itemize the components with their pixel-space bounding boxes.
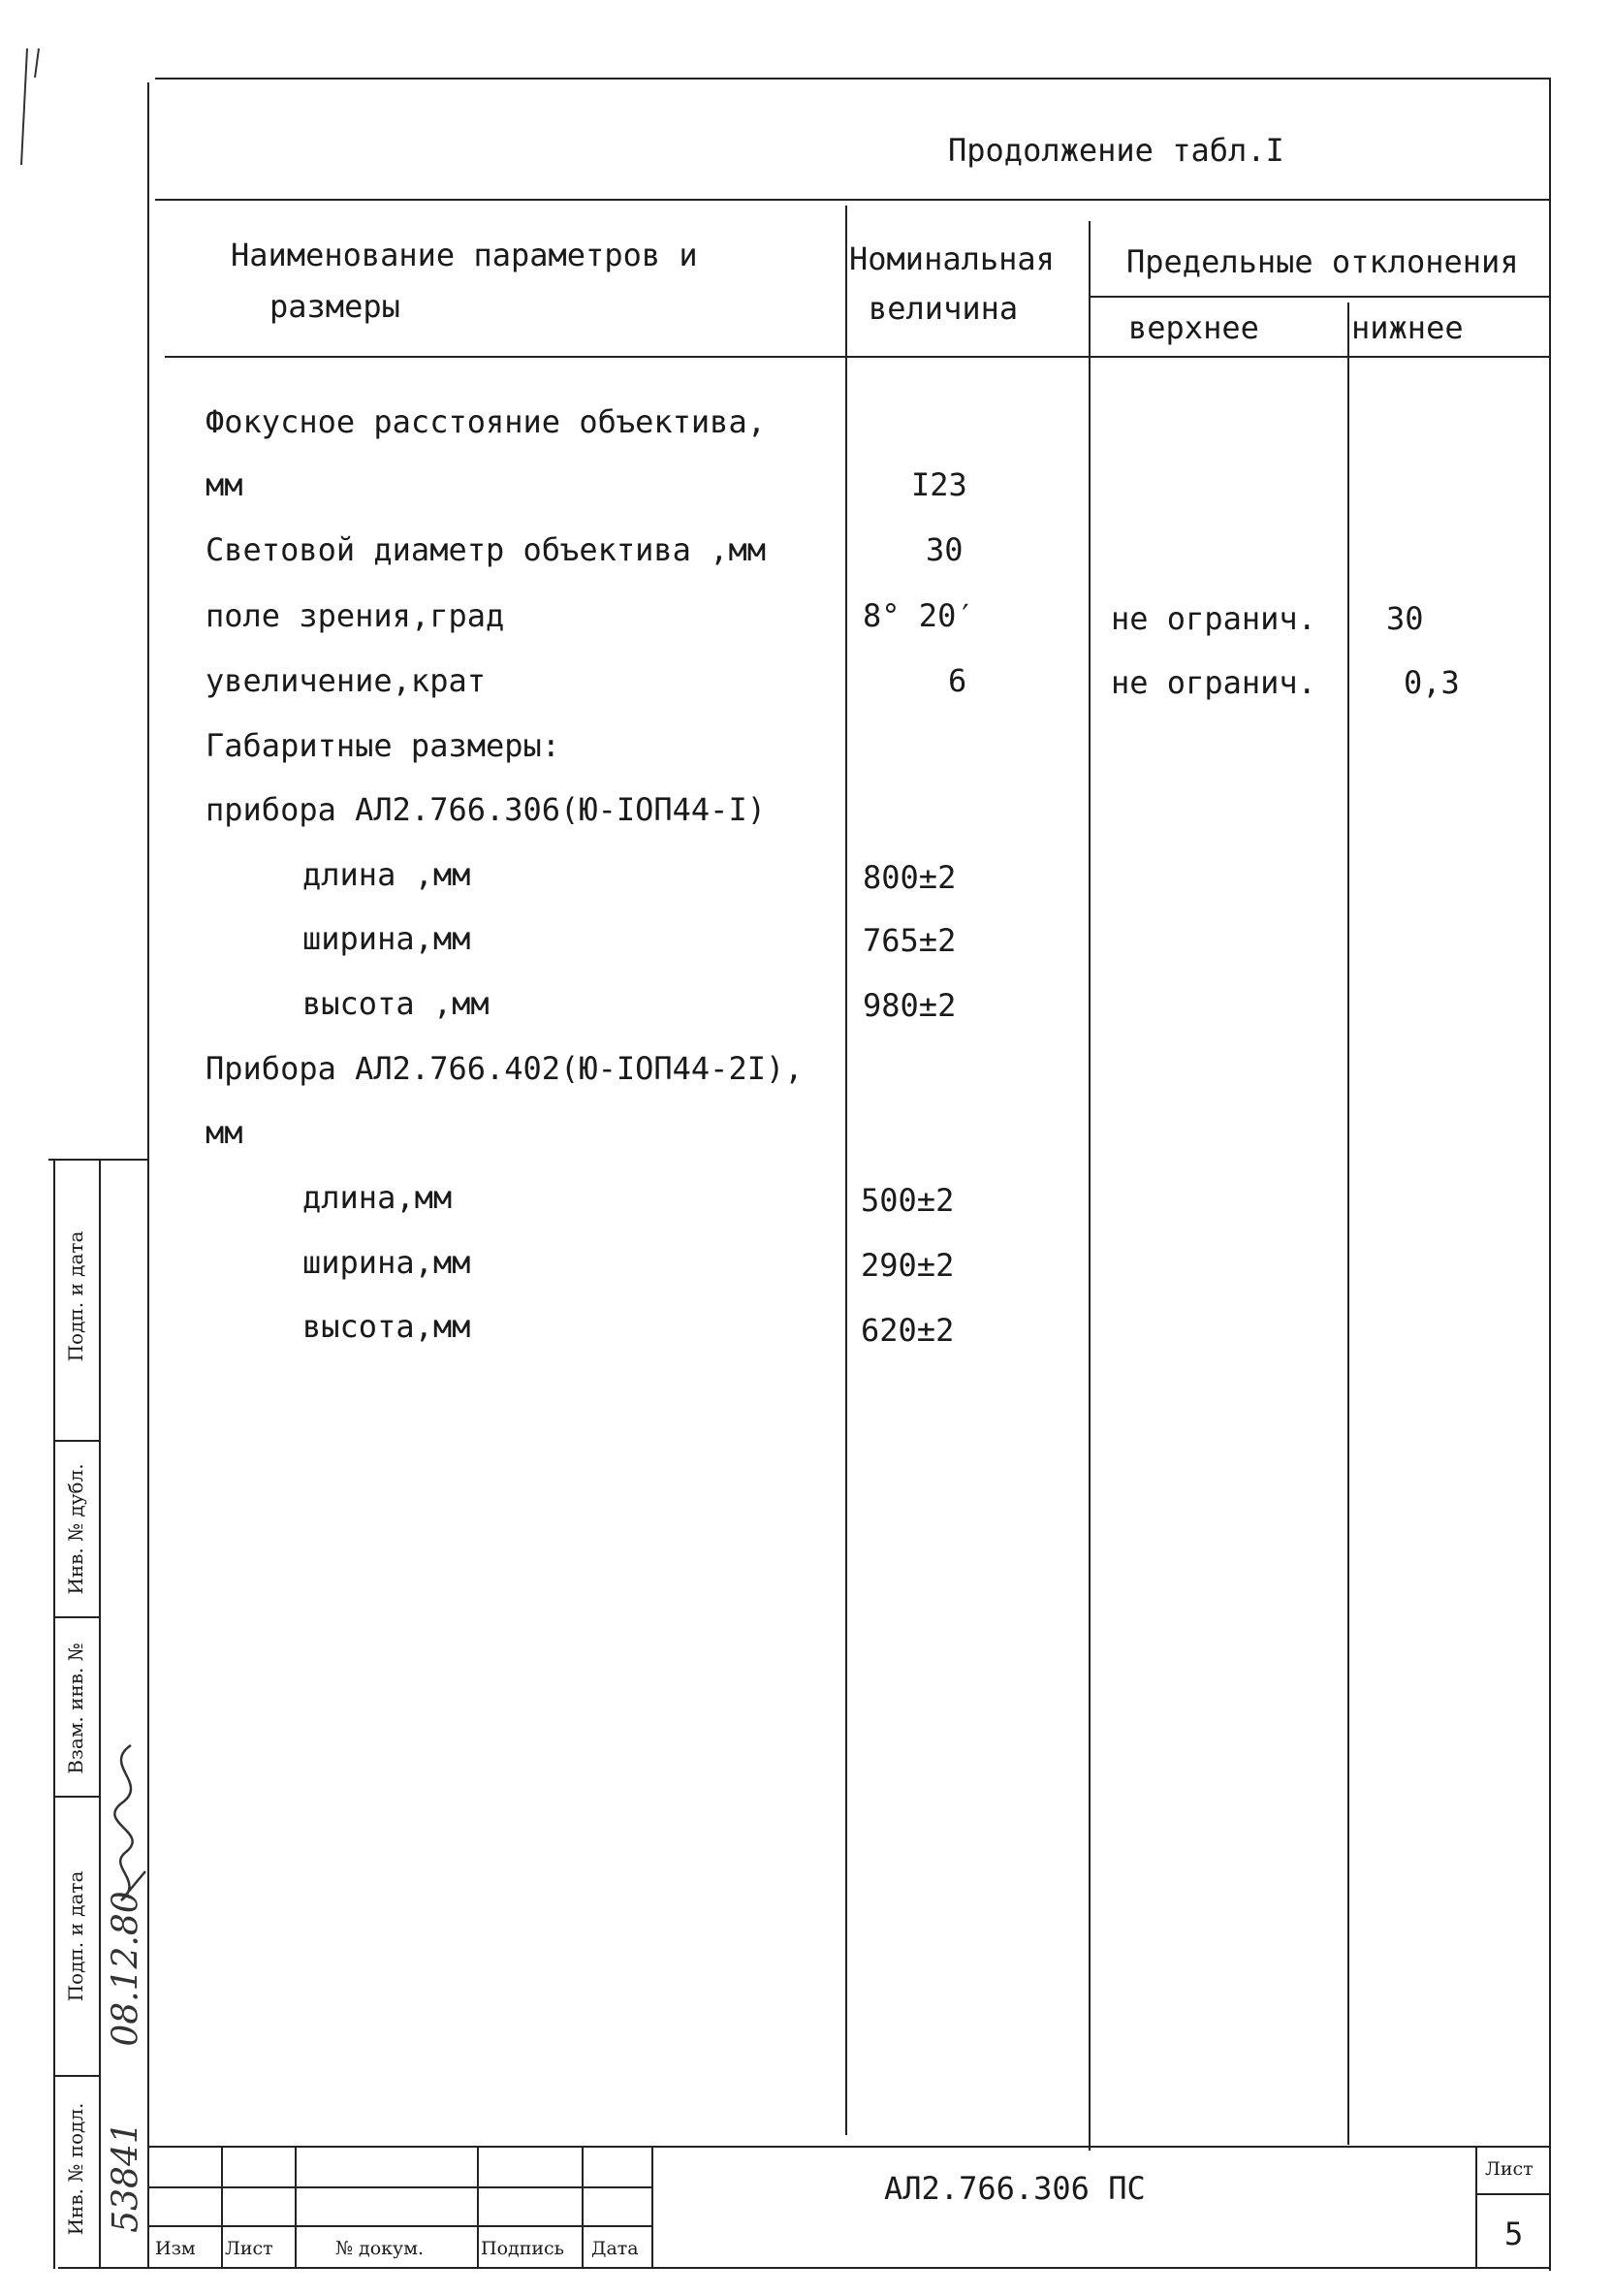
col-divider-3 — [1347, 303, 1349, 2145]
tb-col-izm — [221, 2146, 223, 2269]
row-name: прибора АЛ2.766.306(Ю-IОП44-I) — [206, 791, 766, 828]
row-name: Световой диаметр объектива ,мм — [206, 531, 766, 568]
col-name-header-line1: Наименование параметров и — [231, 237, 698, 273]
side-stamp-outer-line — [53, 1159, 55, 2269]
side-podp-data-1: Подп. и дата — [64, 1230, 87, 1362]
frame-top — [155, 78, 1551, 80]
frame-bottom — [58, 2267, 1551, 2269]
deviation-underline — [1091, 296, 1551, 298]
row-lower: 0,3 — [1404, 664, 1460, 701]
row-name: длина,мм — [302, 1179, 453, 1216]
tb-col-dokum — [477, 2146, 479, 2269]
row-nominal: 765±2 — [863, 922, 957, 959]
sheet-number: 5 — [1504, 2216, 1524, 2252]
col-lower-header: нижнее — [1351, 309, 1464, 346]
row-name: поле зрения,град — [206, 597, 505, 634]
row-nominal: 30 — [926, 531, 964, 568]
tb-sheet-divider — [1475, 2193, 1551, 2195]
col-divider-2 — [1089, 221, 1091, 2151]
handwritten-inv-number: 53841 — [106, 2121, 146, 2233]
side-inv-podl: Инв. № подл. — [64, 2102, 87, 2236]
row-name: длина ,мм — [302, 856, 471, 893]
tb-col-list — [295, 2146, 297, 2269]
col-nominal-header-line2: величина — [869, 290, 1019, 327]
doc-code: АЛ2.766.306 ПС — [884, 2170, 1146, 2207]
side-vzam-inv: Взам. инв. № — [64, 1642, 87, 1774]
col-deviation-header: Предельные отклонения — [1126, 243, 1519, 280]
row-nominal: 980±2 — [863, 987, 957, 1024]
frame-left — [147, 82, 149, 2269]
side-stamp-div-4 — [53, 2075, 100, 2077]
side-podp-data-2: Подп. и дата — [64, 1870, 87, 2002]
row-nominal: 290±2 — [861, 1247, 955, 1284]
title-block-mid — [147, 2186, 651, 2188]
frame-right — [1549, 78, 1551, 2271]
row-upper: не огранич. — [1111, 600, 1316, 637]
side-inv-dubl: Инв. № дубл. — [64, 1463, 87, 1595]
row-lower: 30 — [1386, 600, 1424, 637]
row-name: ширина,мм — [302, 920, 471, 957]
table-top-line — [155, 199, 1549, 201]
row-upper: не огранич. — [1111, 664, 1316, 701]
continuation-label: Продолжение табл.I — [948, 132, 1284, 169]
tb-label-izm: Изм — [155, 2238, 196, 2259]
tb-col-sheet — [1475, 2146, 1477, 2269]
tb-label-list: Лист — [225, 2238, 273, 2259]
handwritten-date: 08.12.80 — [106, 1891, 146, 2047]
margin-scratch-mark — [17, 39, 56, 175]
row-name: Габаритные размеры: — [206, 727, 561, 764]
row-nominal: 8° 20′ — [863, 597, 975, 634]
row-name: увеличение,крат — [206, 662, 486, 699]
col-nominal-header-line1: Номинальная — [849, 240, 1055, 277]
tb-col-podpis — [582, 2146, 584, 2269]
row-nominal: 500±2 — [861, 1182, 955, 1219]
row-name: мм — [206, 1114, 243, 1151]
row-name: ширина,мм — [302, 1244, 471, 1281]
row-nominal: 6 — [948, 662, 967, 699]
row-name: высота,мм — [302, 1308, 471, 1345]
row-nominal: 800±2 — [863, 859, 957, 896]
table-header-bottom-line — [165, 356, 1549, 358]
tb-label-podpis: Подпись — [481, 2238, 565, 2259]
row-nominal: 620±2 — [861, 1312, 955, 1349]
row-name: мм — [206, 466, 243, 503]
tb-col-data — [651, 2146, 653, 2269]
col-name-header-line2: размеры — [269, 288, 400, 325]
title-block-top — [147, 2146, 1551, 2148]
side-stamp-div-1 — [53, 1440, 100, 1442]
row-name: Прибора АЛ2.766.402(Ю-IОП44-2I), — [206, 1050, 804, 1087]
col-divider-1 — [845, 206, 847, 2135]
row-nominal: I23 — [911, 466, 967, 503]
tb-label-data: Дата — [591, 2238, 639, 2259]
side-stamp-div-2 — [53, 1616, 100, 1618]
handwritten-signature — [92, 1736, 170, 1929]
side-stamp-inner-line — [99, 1159, 101, 2269]
row-name: высота ,мм — [302, 985, 490, 1022]
title-block-low — [147, 2225, 651, 2227]
sheet-label: Лист — [1485, 2158, 1534, 2180]
tb-label-dokum: № докум. — [335, 2238, 425, 2259]
col-upper-header: верхнее — [1128, 309, 1259, 346]
row-name: Фокусное расстояние объектива, — [206, 403, 766, 440]
